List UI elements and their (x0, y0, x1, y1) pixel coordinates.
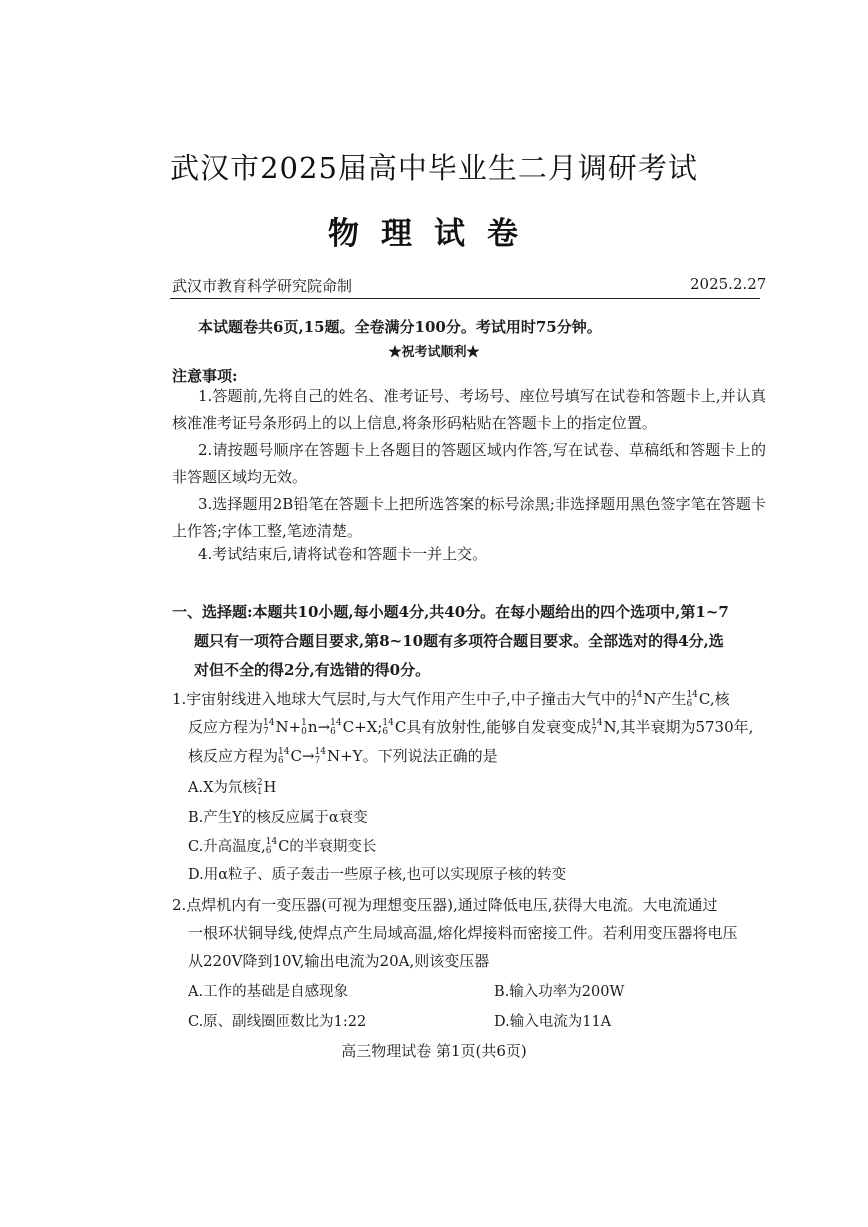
nuclide-n14: 14 7 (591, 718, 603, 737)
nuclide-n14: 14 7 (630, 690, 643, 709)
notice-heading: 注意事项: (172, 367, 238, 385)
nuclide-c14: 14 6 (686, 690, 698, 709)
nuclide-h2: 2 1 (256, 778, 263, 797)
nuclide-c14: 14 6 (330, 718, 342, 737)
q1-text: C,核 (698, 690, 730, 708)
q1-text: C→ (290, 747, 315, 765)
q2-option-c: C.原、副线圈匝数比为1:22 (188, 1014, 367, 1030)
nuclide-n14: 14 7 (314, 747, 326, 766)
q1-text: N+ (275, 718, 302, 736)
exam-subject: 物理试卷 (328, 216, 540, 252)
q2-option-d: D.输入电流为11A (494, 1014, 612, 1030)
notice-item-3: 3.选择题用2B铅笔在答题卡上把所选答案的标号涂黑;非选择题用黑色签字笔在答题卡上作答;字体工整,笔迹清楚。 (172, 495, 766, 540)
q1-text: 反应方程为 (188, 718, 264, 736)
q2-option-a: A.工作的基础是自感现象 (188, 984, 349, 1000)
good-luck-line: ★祝考试顺利★ (388, 345, 480, 360)
notice-item-2: 2.请按题号顺序在答题卡上各题目的答题区域内作答,写在试卷、草稿纸和答题卡上的非答题区域均无效。 (172, 441, 766, 486)
header-divider (170, 298, 760, 299)
notice-item-4: 4.考试结束后,请将试卷和答题卡一并上交。 (198, 545, 488, 563)
section-instructions-line-1: 一、选择题:本题共10小题,每小题4分,共40分。在每小题给出的四个选项中,第1~7 (172, 603, 729, 621)
q2-line-1: 2.点焊机内有一变压器(可视为理想变压器),通过降低电压,获得大电流。大电流通过 (172, 896, 718, 914)
section-instructions-line-2: 题只有一项符合题目要求,第8~10题有多项符合题目要求。全部选对的得4分,选 (194, 632, 724, 650)
q1-text: 核反应方程为 (188, 747, 279, 765)
nuclide-c14: 14 6 (382, 718, 394, 737)
issuer: 武汉市教育科学研究院命制 (172, 277, 353, 295)
q1-line-2 (188, 716, 753, 737)
q1-option-b: B.产生Y的核反应属于α衰变 (188, 810, 368, 826)
q1-option-d: D.用α粒子、质子轰击一些原子核,也可以实现原子核的转变 (188, 867, 567, 883)
page-footer: 高三物理试卷 第1页(共6页) (341, 1042, 527, 1060)
q2-line-3: 从220V降到10V,输出电流为20A,则该变压器 (188, 952, 490, 970)
section-instructions-line-3: 对但不全的得2分,有选错的得0分。 (194, 661, 431, 679)
nuclide-c14: 14 6 (265, 837, 278, 856)
nuclide-c14: 14 6 (278, 747, 290, 766)
q1-text: n→ (307, 718, 331, 736)
q2-line-2: 一根环状铜导线,使焊点产生局域高温,熔化焊接料而密接工件。若利用变压器将电压 (188, 924, 738, 942)
option-text: H (263, 780, 277, 796)
exam-title: 武汉市2025届高中毕业生二月调研考试 (170, 151, 698, 185)
q1-line-1 (172, 688, 730, 709)
option-text: A.X为氘核 (188, 780, 257, 796)
exam-date: 2025.2.27 (690, 275, 767, 293)
q1-text: 1.宇宙射线进入地球大气层时,与大气作用产生中子,中子撞击大气中的 (172, 690, 631, 708)
nuclide-n14: 14 7 (263, 718, 275, 737)
q1-text: C具有放射性,能够自发衰变成 (394, 718, 592, 736)
option-text: C.升高温度, (188, 839, 266, 855)
q1-text: N产生 (643, 690, 687, 708)
q1-text: C+X; (342, 718, 383, 736)
q2-option-b: B.输入功率为200W (494, 984, 625, 1000)
q1-option-a (188, 776, 276, 797)
exam-summary: 本试题卷共6页,15题。全卷满分100分。考试用时75分钟。 (198, 318, 602, 336)
q1-line-3 (188, 745, 498, 766)
notice-item-1: 1.答题前,先将自己的姓名、准考证号、考场号、座位号填写在试卷和答题卡上,并认真核准准考证号条形码上的以上信息,将条形码粘贴在答题卡上的指定位置。 (172, 387, 766, 432)
q1-text: N+Y。下列说法正确的是 (326, 747, 498, 765)
q1-option-c (188, 835, 376, 856)
nuclide-neutron: 1 0 (301, 718, 307, 737)
q1-text: N,其半衰期为5730年, (603, 718, 754, 736)
option-text: C的半衰期变长 (278, 839, 377, 855)
